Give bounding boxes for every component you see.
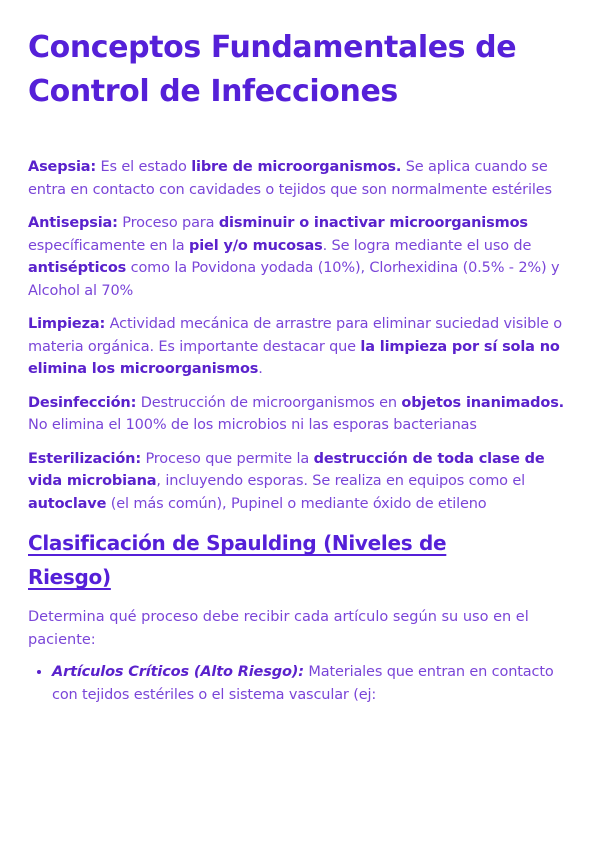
- bold-text: disminuir o inactivar microorganismos: [218, 215, 528, 231]
- definition-desinfeccion: [28, 392, 572, 437]
- text: Se aplica cuando se entra en contacto con cavidades o tejidos que son normalmente estériles: [28, 159, 552, 198]
- text: Es el estado: [96, 159, 192, 175]
- text: Destrucción de microorganismos en: [136, 394, 402, 411]
- bold-text: piel y/o mucosas: [189, 237, 323, 254]
- bold-text: libre de microorganismos.: [191, 159, 402, 175]
- list-item-term: Artículos Críticos (Alto Riesgo):: [52, 664, 304, 680]
- text: Proceso que permite la: [141, 450, 314, 467]
- text: .: [258, 361, 263, 377]
- term-limpieza: Limpieza:: [28, 316, 106, 332]
- section-heading-line-2: Riesgo): [28, 565, 111, 589]
- text: , incluyendo esporas. Se realiza en equipos como el: [156, 473, 525, 489]
- spaulding-list: [28, 661, 572, 706]
- section-intro: Determina qué proceso debe recibir cada artículo según su uso en el paciente:: [28, 609, 529, 648]
- section-heading-spaulding: [28, 526, 572, 594]
- page-title-line-1: Conceptos Fundamentales de: [28, 30, 517, 65]
- text: específicamente en la: [28, 237, 189, 254]
- term-asepsia: Asepsia:: [28, 159, 97, 175]
- definition-esterilizacion: [28, 448, 572, 516]
- definition-limpieza: [28, 313, 572, 381]
- text: Actividad mecánica de arrastre para eliminar suciedad visible o materia orgánica. Es importante destacar que: [28, 316, 562, 355]
- definition-antisepsia: [28, 212, 572, 302]
- definitions-list: [28, 156, 572, 515]
- bold-text: antisépticos: [28, 260, 127, 276]
- definition-asepsia: [28, 156, 572, 201]
- text: como la Povidona yodada (10%), Clorhexidina (0.5% - 2%) y Alcohol al 70%: [28, 260, 560, 299]
- page-title-line-2: Control de Infecciones: [28, 74, 398, 109]
- text: No elimina el 100% de los microbios ni las esporas bacterianas: [28, 417, 477, 433]
- term-desinfeccion: Desinfección:: [28, 394, 137, 411]
- section-heading-line-1: Clasificación de Spaulding (Niveles de: [28, 531, 447, 555]
- bold-text: la limpieza por sí sola no elimina los microorganismos: [28, 338, 560, 377]
- bold-text: autoclave: [28, 495, 107, 512]
- bold-text: objetos inanimados.: [401, 394, 565, 411]
- text: (el más común), Pupinel o mediante óxido de etileno: [106, 495, 487, 512]
- term-esterilizacion: Esterilización:: [28, 450, 141, 467]
- term-antisepsia: Antisepsia:: [28, 215, 118, 231]
- bold-text: destrucción de toda clase de vida microbiana: [28, 450, 545, 489]
- text: Proceso para: [117, 215, 219, 231]
- list-item: [52, 661, 572, 706]
- page-title: [28, 26, 572, 114]
- list-item-text: Materiales que entran en contacto con tejidos estériles o el sistema vascular (ej:: [52, 664, 554, 703]
- text: . Se logra mediante el uso de: [322, 237, 532, 254]
